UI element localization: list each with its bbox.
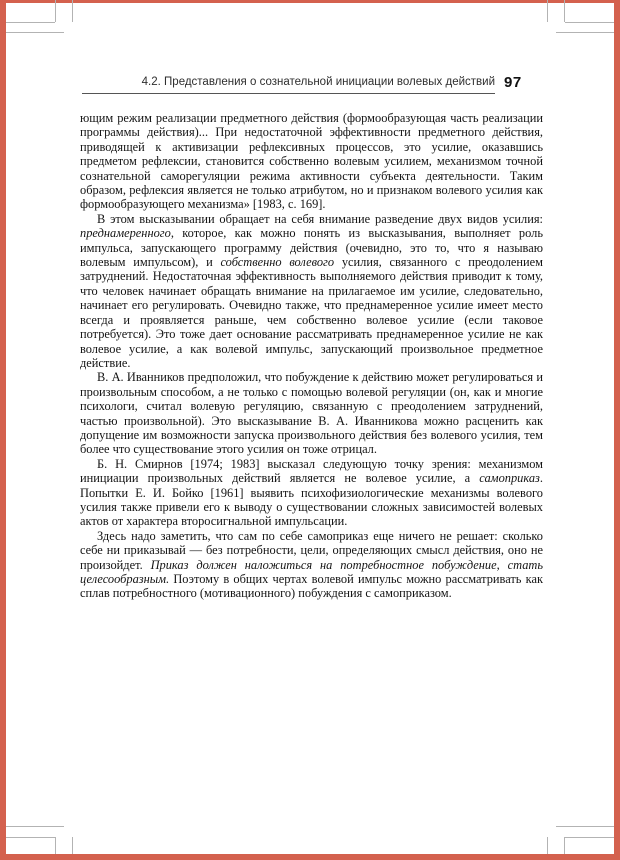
text-run: Поэтому в общих чертах волевой импульс можно рассматривать как сплав потребностного (мотивационного) побуждения с самоприказом. (80, 572, 543, 601)
text-run: Б. Н. Смирнов [1974; 1983] высказал следующую точку зрения: механизмом инициации произвольных действий является не волевое усилие, а (80, 456, 543, 486)
scan-border-top (0, 0, 620, 3)
text-run: . Попытки Е. И. Бойко [1961] выявить психофизиологические механизмы волевого усилия также привели его к выводу о существовании сложных зависимостей волевых актов от характера второсигнальной импульсации. (80, 471, 543, 529)
scan-border-right (614, 0, 620, 860)
text-run: , которое, как можно понять из высказывания, выполняет роль импульса, запускающего программу действия (очевидно, это то, что я называю волевым импульсом), и (80, 226, 543, 270)
crop-mark (556, 826, 614, 827)
crop-mark (547, 0, 548, 22)
running-header (82, 76, 495, 94)
emphasized-text-run: собственно волевого (220, 255, 335, 270)
text-run: В этом высказывании обращает на себя внимание разведение двух видов усилия: (97, 211, 543, 226)
scan-border-left (0, 0, 6, 860)
crop-mark (564, 837, 565, 854)
crop-mark (6, 837, 55, 838)
emphasized-text-run: Приказ должен наложиться на потребностное побуждение, стать целесообразным. (80, 557, 543, 586)
crop-mark (72, 837, 73, 854)
section-title: 4.2. Представления о сознательной инициации волевых действий (141, 76, 495, 88)
text-run: Здесь надо заметить, что сам по себе самоприказ еще ничего не решает: сколько себе ни приказывай — без потребности, цели, определяющих смысл действия, оно не произойдет. (80, 528, 543, 572)
crop-mark (6, 22, 55, 23)
crop-mark (547, 837, 548, 854)
text-run: усилия, связанного с преодолением затруднений. Недостаточная эффективность выполняемого действия приводит к тому, что человек начинает обращать внимание на прилагаемое им усилие, следовательно, начинает его регулировать. Очевидно также, что преднамеренное усилие имеет место всегда и проявляется раньше, чем собственно волевое усилие (если таковое потребуется). Это тоже дает основание рассматривать преднамеренное усилие не как волевое усилие, а как волевой импульс, запускающий произвольное предметное действие. (80, 255, 543, 370)
emphasized-text-run: самоприказ (479, 471, 540, 486)
body-paragraph (80, 212, 543, 370)
body-paragraph (80, 370, 543, 456)
page-number: 97 (504, 74, 522, 91)
crop-mark (565, 22, 614, 23)
crop-mark (55, 0, 56, 22)
crop-mark (6, 32, 64, 33)
crop-mark (556, 32, 614, 33)
body-text-block (80, 111, 543, 601)
emphasized-text-run: преднамеренного (80, 226, 171, 241)
scan-border-bottom (0, 854, 620, 860)
crop-mark (72, 0, 73, 22)
body-paragraph (80, 111, 543, 212)
crop-mark (6, 826, 64, 827)
crop-mark (565, 837, 614, 838)
crop-mark (564, 0, 565, 22)
text-run: ющим режим реализации предметного действия (формообразующая часть реализации программы действия)... При недостаточной эффективности предметного действия, приводящей к активизации рефлексивных процессов, это усилие, оказавшись предметом рефлексии, становится собственно волевым усилием, механизмом точной сознательной саморегуляции режима активности субъекта деятельности. Таким образом, рефлексия является не только атрибутом, но и признаком волевого усилия как формообразующего механизма» [1983, с. 169]. (80, 111, 543, 212)
crop-mark (55, 837, 56, 854)
body-paragraph (80, 529, 543, 601)
text-run: В. А. Иванников предположил, что побуждение к действию может регулироваться и произвольным способом, а не только с помощью волевой регуляции (он, как и многие психологи, считал волевую регуляцию, связанную с преодолением затруднений, частью произвольной). Это высказывание В. А. Иванникова можно расценить как допущение им возможности запуска произвольного действия без волевого усилия, тем более что существование этого усилия он тоже отрицал. (80, 370, 543, 457)
body-paragraph (80, 457, 543, 529)
